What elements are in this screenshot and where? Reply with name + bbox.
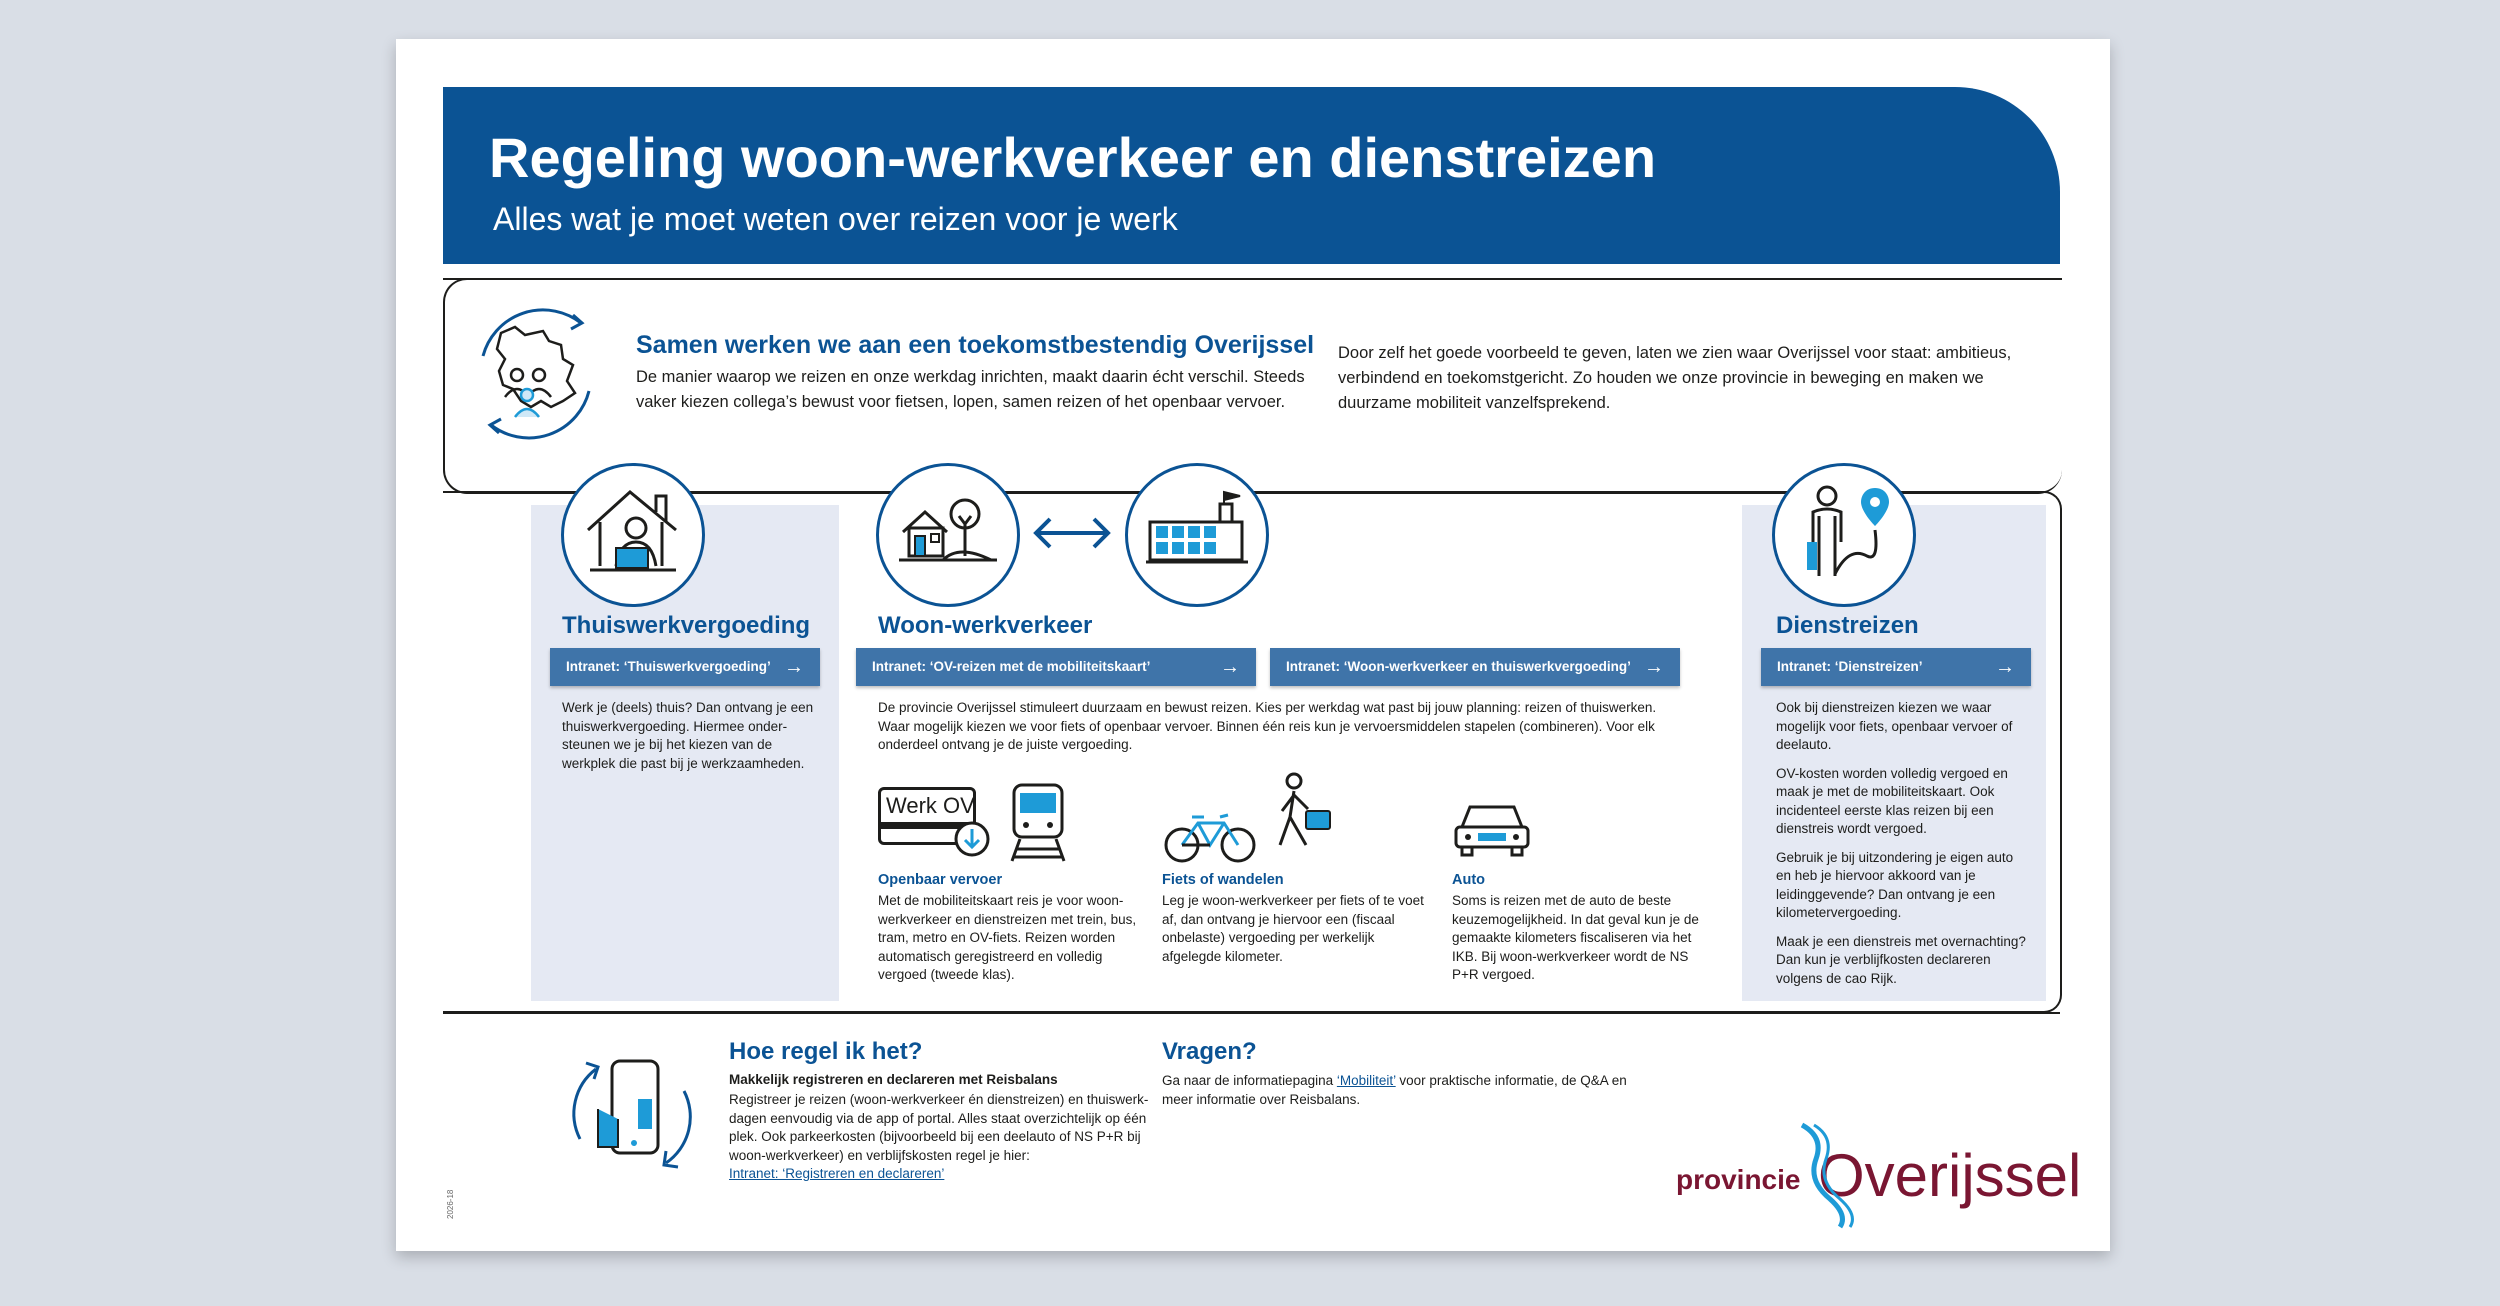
fiets-text: Leg je woon-werkverkeer per fiets of te voet af, dan ontvang je hiervoor een (fiscaal onbelaste) vergoeding per werkelijk afgelegde kilometer. (1162, 893, 1424, 964)
walking-person-icon (1266, 771, 1338, 851)
woon-intranet-label: Intranet: ‘Woon-werkverkeer en thuiswerkvergoeding’ (1286, 659, 1631, 674)
phone-sync-icon (556, 1039, 708, 1191)
train-icon (1006, 781, 1070, 865)
intro-box-top-line (443, 278, 2060, 280)
traveler-pin-icon (1775, 466, 1913, 604)
home-office-icon (564, 466, 702, 604)
vragen-title: Vragen? (1162, 1038, 1257, 1065)
registreren-declareren-link[interactable]: Intranet: ‘Registreren en declareren’ (729, 1166, 945, 1181)
woon-text: De provincie Overijssel stimuleert duurzaam en bewust reizen. Kies per werkdag wat past bij jouw planning: reizen of thuiswerken. Waar mogelijk kiezen we voor fiets of openbaar vervoer. Binnen één reis kun je vervoersmiddelen stapelen (combineren). Voor elk onderdeel ontvang je de juiste vergoeding. (878, 700, 1657, 752)
intro-heading: Samen werken we aan een toekomstbestendig Overijssel (636, 331, 1315, 359)
intro-text-right: Door zelf het goede voorbeeld te geven, laten we zien waar Overijssel voor staat: ambitieus, verbindend en toekomstgericht. Zo houden we onze provincie in beweging en maken we duurzame mobiliteit vanzelfsprekend. (1338, 344, 2012, 412)
dienst-paragraph-1: Ook bij dienstreizen kiezen we waar mogelijk voor fiets, openbaar vervoer of deelauto. (1776, 700, 2013, 752)
bicycle-icon (1162, 809, 1258, 865)
river-wave-icon (1794, 1119, 1884, 1229)
arrow-right-icon: → (1644, 656, 1664, 678)
vragen-text-after: voor praktische informatie, de Q&A en meer informatie over Reisbalans. (1162, 1073, 1627, 1107)
page-title: Regeling woon-werkverkeer en dienstreizen (489, 126, 1657, 189)
logo-word-overijssel: Overijssel (1818, 1142, 2082, 1209)
mobiliteit-link[interactable]: ‘Mobiliteit’ (1336, 1073, 1396, 1088)
woon-intranet-button[interactable] (1270, 648, 1680, 686)
fiets-title: Fiets of wandelen (1162, 872, 1284, 888)
dienst-title: Dienstreizen (1776, 612, 1919, 639)
ov-title: Openbaar vervoer (878, 872, 1003, 888)
ov-intranet-button[interactable] (856, 648, 1256, 686)
bottom-divider (443, 1012, 2060, 1014)
page-subtitle: Alles wat je moet weten over reizen voor je werk (493, 201, 1178, 237)
print-code: 2026-18 (446, 1189, 455, 1219)
thuis-icon-circle (561, 463, 705, 607)
car-icon (1450, 797, 1534, 861)
dienst-paragraph-2: OV-kosten worden volledig vergoed en maak je met de mobiliteitskaart. Ook incidenteel eerste klas reizen bij een dienstreis wordt vergoed. (1776, 765, 2008, 836)
header-banner (443, 87, 2060, 264)
dienst-paragraph-3: Gebruik je bij uitzondering je eigen auto en heb je hiervoor akkoord van je leidinggevende? Dan ontvang je een kilometervergoeding. (1776, 849, 2014, 920)
dienst-intranet-button[interactable] (1761, 648, 2031, 686)
arrow-right-icon: → (784, 656, 804, 678)
dienst-intranet-label: Intranet: ‘Dienstreizen’ (1777, 659, 1923, 674)
thuis-text: Werk je (deels) thuis? Dan ontvang je een thuiswerkvergoeding. Hiermee onder-steunen we je bij het kiezen van de werkplek die past bij je werkzaamheden. (562, 700, 814, 771)
woon-title: Woon-werkverkeer (878, 612, 1093, 639)
hoe-title: Hoe regel ik het? (729, 1038, 923, 1065)
ov-intranet-label: Intranet: ‘OV-reizen met de mobiliteitskaart’ (872, 659, 1151, 674)
vragen-text-before: Ga naar de informatiepagina (1162, 1073, 1337, 1088)
woon-home-icon-circle (876, 463, 1020, 607)
woon-office-icon-circle (1125, 463, 1269, 607)
download-circle-icon (952, 819, 992, 859)
hoe-text: Registreer je reizen (woon-werkverkeer én dienstreizen) en thuiswerk-dagen eenvoudig via de app of portal. Alles staat overzichtelijk op één plek. Ook parkeerkosten (bijvoorbeeld bij een deelauto of NS P+R bij woon-werkverkeer) en verblijfskosten regel je hier: (729, 1092, 1149, 1163)
thuis-intranet-label: Intranet: ‘Thuiswerkvergoeding’ (566, 659, 771, 674)
auto-text: Soms is reizen met de auto de beste keuzemogelijkheid. In dat geval kun je de gemaakte kilometers fiscaliseren via het IKB. Bij woon-werkverkeer wordt de NS P+R vergoed. (1452, 893, 1699, 982)
arrow-right-icon: → (1995, 656, 2015, 678)
two-way-arrow-icon (1032, 513, 1112, 553)
collaboration-province-icon (463, 301, 609, 447)
vragen-text (1162, 1072, 1642, 1109)
dienst-text (1776, 699, 2028, 998)
dienst-icon-circle (1772, 463, 1916, 607)
ov-text: Met de mobiliteitskaart reis je voor woon-werkverkeer en dienstreizen met trein, bus, tram, metro en OV-fiets. Reizen worden automatisch geregistreerd en volledig vergoed (tweede klas). (878, 893, 1137, 982)
ov-card-label: Werk OV (886, 793, 975, 818)
dienst-paragraph-4: Maak je een dienstreis met overnachting? Dan kun je verblijfkosten declareren volgens de cao Rijk. (1776, 933, 2026, 986)
auto-title: Auto (1452, 872, 1486, 888)
thuis-title: Thuiswerkvergoeding (562, 612, 811, 639)
arrow-right-icon: → (1220, 656, 1240, 678)
logo-word-provincie: provincie (1676, 1164, 1801, 1195)
intro-icon-circle (466, 304, 606, 444)
province-logo (1676, 1119, 2082, 1229)
thuis-intranet-button[interactable] (550, 648, 820, 686)
intro-text-left: De manier waarop we reizen en onze werkdag inrichten, maakt daarin écht verschil. Steeds vaker kiezen collega’s bewust voor fietsen, lopen, samen reizen of het openbaar vervoer. (636, 368, 1305, 411)
house-tree-icon (879, 466, 1017, 604)
office-building-icon (1128, 466, 1266, 604)
hoe-subtitle: Makkelijk registreren en declareren met Reisbalans (729, 1072, 1058, 1087)
poster (396, 39, 2110, 1251)
